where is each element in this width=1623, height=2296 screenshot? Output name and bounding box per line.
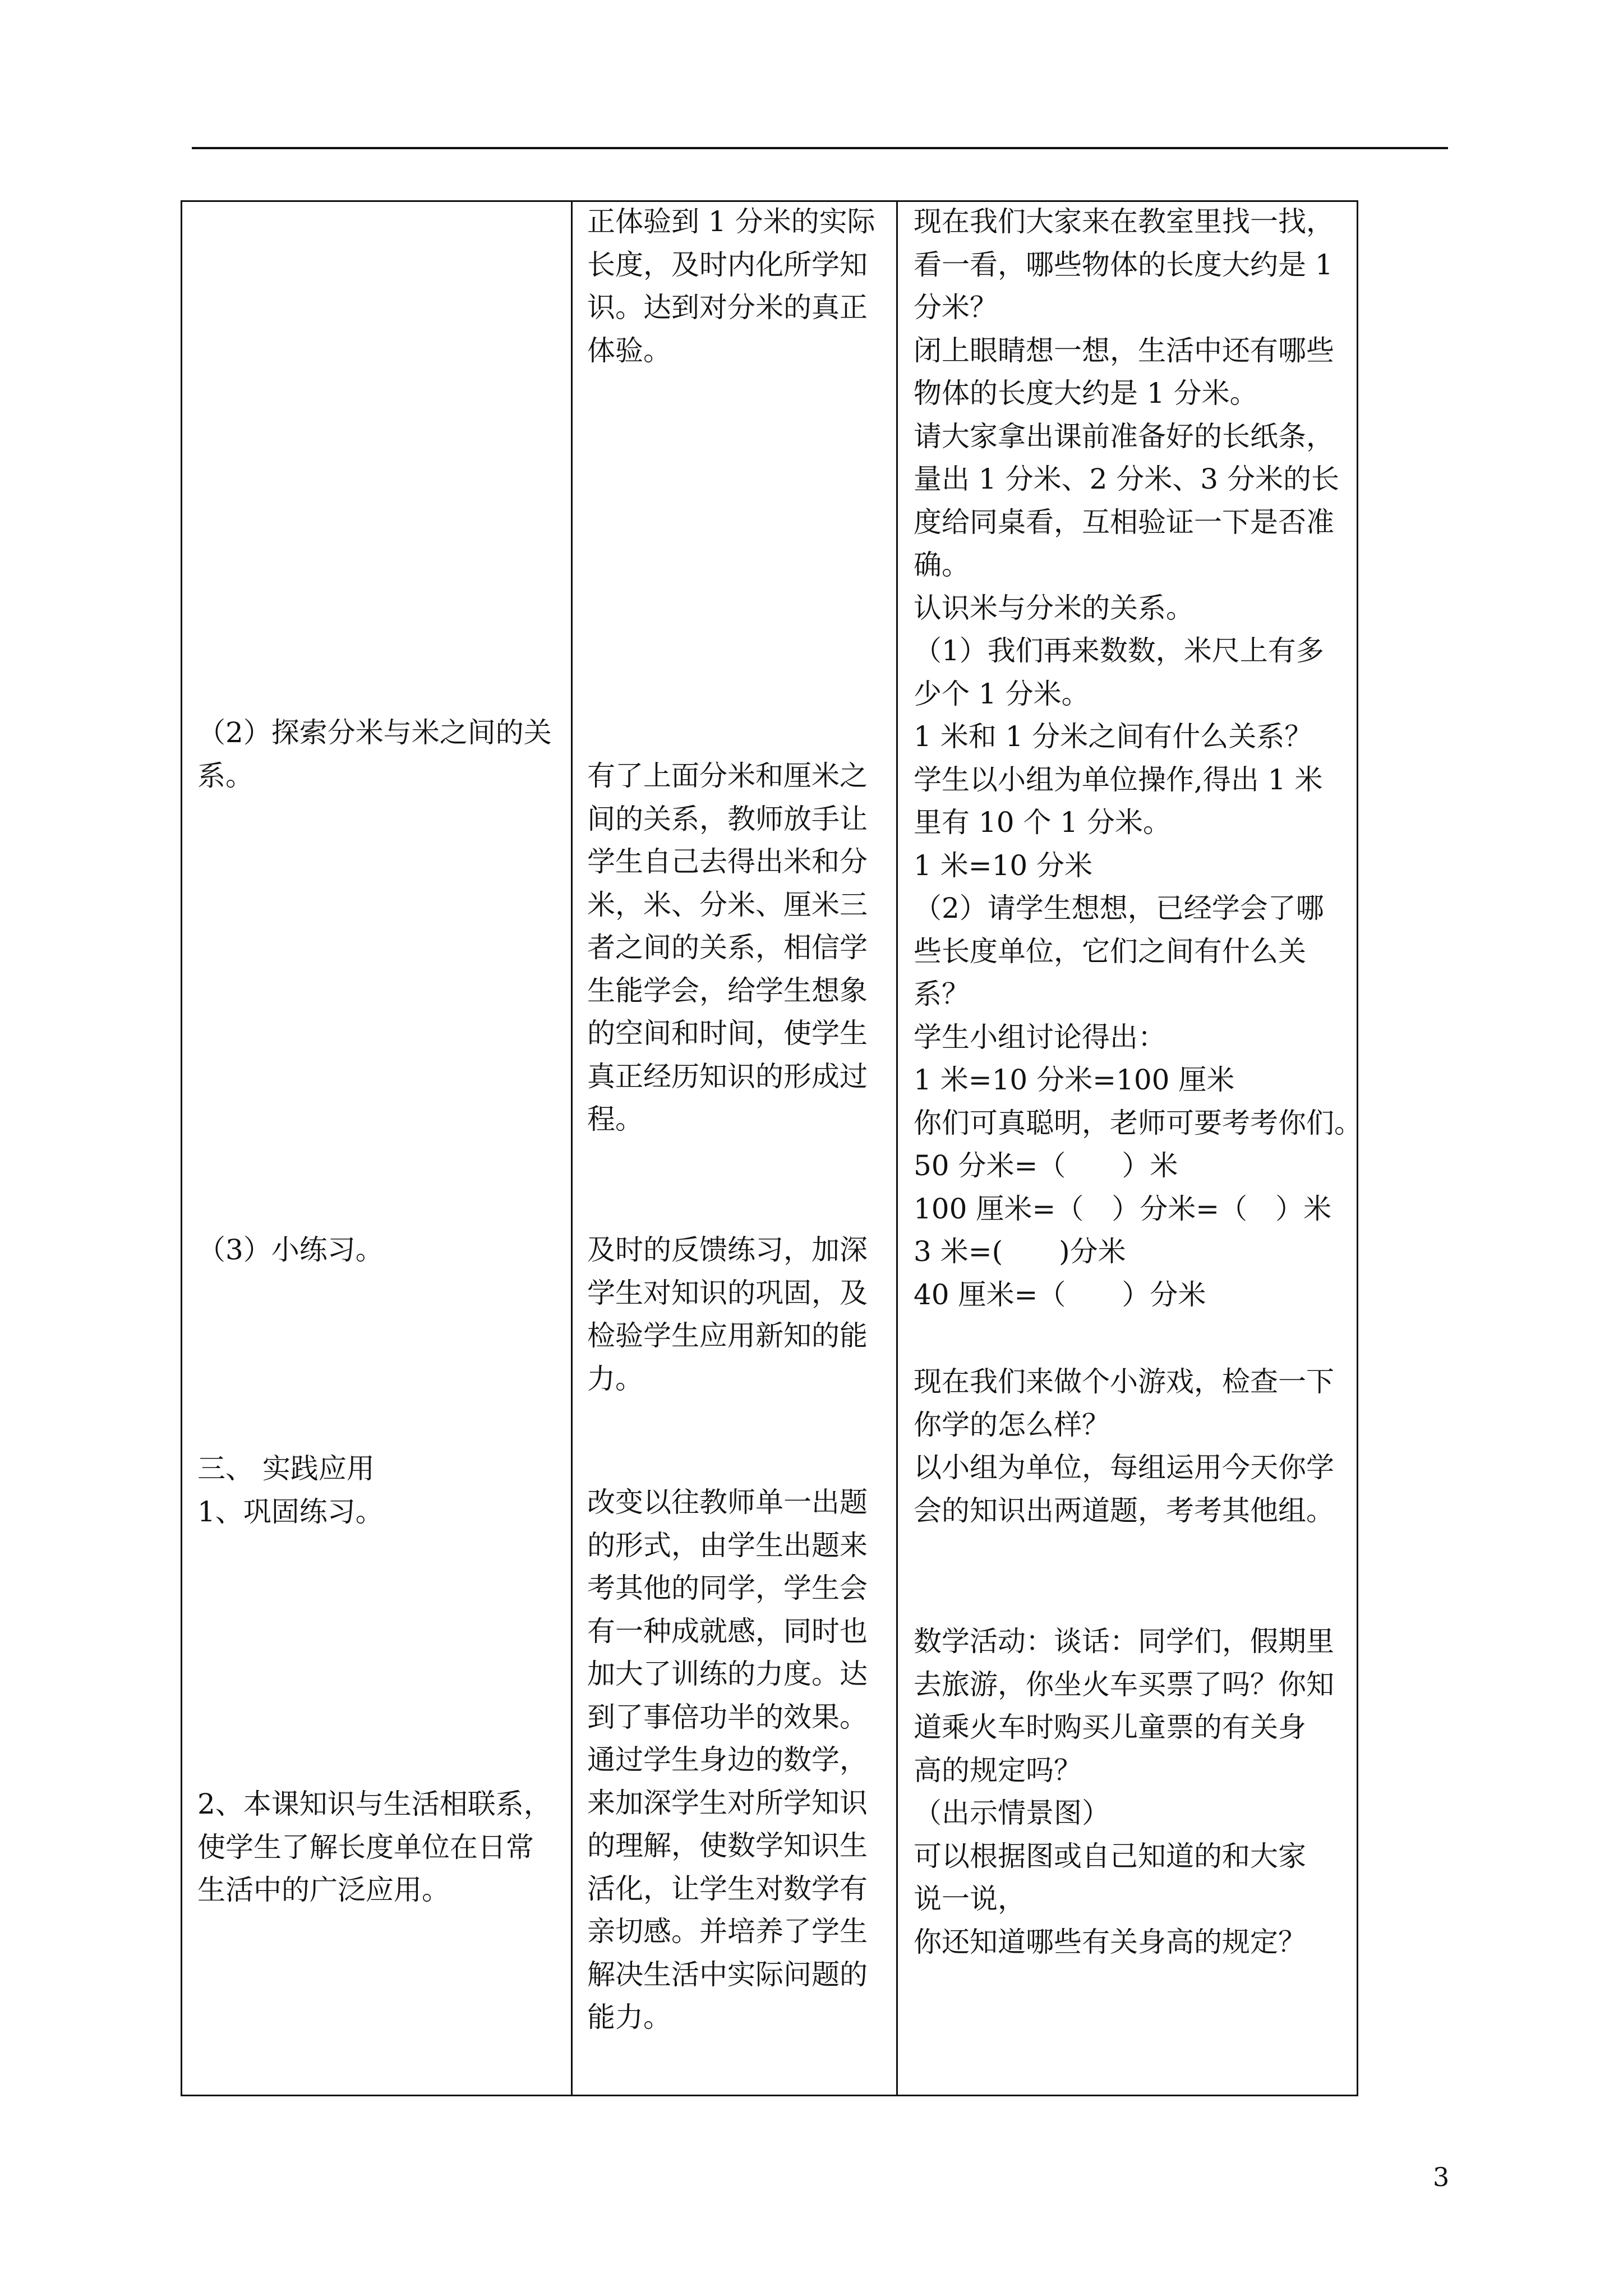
text-line: 识。达到对分米的真正 <box>587 291 868 324</box>
text-line: 100 厘米=（ ）分米=（ ）米 <box>914 1192 1332 1225</box>
text-line: 说一说， <box>914 1883 1026 1915</box>
col1-block-application <box>197 1447 384 1533</box>
text-line: 生能学会，给学生想象 <box>587 974 868 1007</box>
text-line: 亲切感。并培养了学生 <box>587 1915 868 1948</box>
col2-block-experience <box>587 200 875 372</box>
text-line: 有一种成就感，同时也 <box>587 1614 868 1648</box>
text-line: （1）我们再来数数，米尺上有多 <box>914 634 1324 667</box>
text-line: 现在我们大家来在教室里找一找， <box>914 205 1334 238</box>
col2-block-relation <box>587 754 868 1141</box>
text-line: 学生小组讨论得出： <box>914 1020 1166 1053</box>
text-line: 考其他的同学，学生会 <box>587 1572 868 1604</box>
text-line: 高的规定吗？ <box>914 1754 1082 1787</box>
col2-block-application <box>587 1481 868 2039</box>
text-line: 长度，及时内化所学知 <box>587 248 868 281</box>
col1-block-life <box>197 1783 552 1912</box>
text-line: 解决生活中实际问题的 <box>587 1958 868 1991</box>
col3-block-math-activity <box>914 1620 1334 1963</box>
text-line: 你学的怎么样？ <box>914 1408 1110 1441</box>
text-line: 1 米=10 分米=100 厘米 <box>914 1064 1235 1096</box>
text-line: （3）小练习。 <box>197 1234 384 1266</box>
text-line: 少个 1 分米。 <box>914 677 1090 710</box>
text-line: 生活中的广泛应用。 <box>197 1874 450 1906</box>
text-line: 正体验到 1 分米的实际 <box>587 205 875 238</box>
text-line: 的形式，由学生出题来 <box>587 1529 868 1562</box>
text-line: 来加深学生对所学知识 <box>587 1786 868 1819</box>
text-line: 会的知识出两道题，考考其他组。 <box>914 1494 1334 1527</box>
text-line: 度给同桌看，互相验证一下是否准 <box>914 505 1334 539</box>
text-line: 3 米=( )分米 <box>914 1235 1126 1268</box>
text-line: 分米？ <box>914 291 998 324</box>
text-line: 学生自己去得出米和分 <box>587 845 868 878</box>
text-line: 者之间的关系，相信学 <box>587 931 868 964</box>
text-line: 三、 实践应用 <box>197 1452 375 1485</box>
text-line: 2、本课知识与生活相联系， <box>197 1788 552 1820</box>
text-line: 物体的长度大约是 1 分米。 <box>914 377 1258 409</box>
header-rule <box>192 147 1448 149</box>
text-line: 间的关系，教师放手让 <box>587 802 868 835</box>
text-line: 确。 <box>914 549 970 581</box>
text-line: 去旅游，你坐火车买票了吗？你知 <box>914 1668 1334 1701</box>
text-line: 学生以小组为单位操作,得出 1 米 <box>914 763 1323 796</box>
text-line: 活化，让学生对数学有 <box>587 1872 868 1905</box>
text-line: 通过学生身边的数学， <box>587 1743 868 1776</box>
text-line: 米，米、分米、厘米三 <box>587 888 868 921</box>
text-line: 体验。 <box>587 334 671 367</box>
text-line: （2）探索分米与米之间的关 <box>197 716 552 749</box>
text-line: 检验学生应用新知的能 <box>587 1319 868 1352</box>
text-line: 以小组为单位，每组运用今天你学 <box>914 1451 1334 1484</box>
text-line: 40 厘米=（ ）分米 <box>914 1278 1206 1311</box>
text-line: 有了上面分米和厘米之 <box>587 760 868 792</box>
text-line: 1 米和 1 分米之间有什么关系？ <box>914 720 1313 753</box>
text-line: 到了事倍功半的效果。 <box>587 1700 868 1733</box>
text-line: 可以根据图或自己知道的和大家 <box>914 1839 1306 1872</box>
text-line: 1 米=10 分米 <box>914 849 1093 882</box>
text-line: 50 分米=（ ）米 <box>914 1149 1178 1182</box>
col2-block-feedback <box>587 1228 868 1400</box>
text-line: 学生对知识的巩固，及 <box>587 1276 868 1309</box>
col3-block-game <box>914 1360 1334 1532</box>
text-line: 看一看，哪些物体的长度大约是 1 <box>914 248 1333 281</box>
text-line: 真正经历知识的形成过 <box>587 1060 868 1093</box>
column-divider-1 <box>571 200 573 2096</box>
col1-block-relation <box>197 711 552 797</box>
text-line: （出示情景图） <box>914 1797 1110 1829</box>
text-line: 闭上眼睛想一想，生活中还有哪些 <box>914 334 1334 367</box>
col3-block-activities <box>914 200 1362 1316</box>
text-line: 及时的反馈练习，加深 <box>587 1234 868 1266</box>
text-line: 道乘火车时购买儿童票的有关身 <box>914 1711 1306 1743</box>
text-line: 里有 10 个 1 分米。 <box>914 806 1172 839</box>
text-line: 改变以往教师单一出题 <box>587 1486 868 1519</box>
text-line: 的理解，使数学知识生 <box>587 1829 868 1862</box>
text-line: （2）请学生想想，已经学会了哪 <box>914 892 1324 924</box>
column-divider-2 <box>896 200 898 2096</box>
text-line: 认识米与分米的关系。 <box>914 591 1194 624</box>
text-line: 些长度单位，它们之间有什么关 <box>914 935 1306 968</box>
col1-block-practice <box>197 1228 384 1272</box>
text-line: 量出 1 分米、2 分米、3 分米的长 <box>914 463 1340 495</box>
text-line: 程。 <box>587 1103 643 1135</box>
text-line: 你们可真聪明，老师可要考考你们。 <box>914 1106 1362 1139</box>
text-line: 数学活动：谈话：同学们，假期里 <box>914 1625 1334 1658</box>
text-line: 你还知道哪些有关身高的规定？ <box>914 1925 1306 1958</box>
text-line: 加大了训练的力度。达 <box>587 1658 868 1690</box>
text-line: 使学生了解长度单位在日常 <box>197 1830 534 1864</box>
text-line: 系？ <box>914 978 970 1010</box>
text-line: 能力。 <box>587 2001 671 2033</box>
text-line: 现在我们来做个小游戏，检查一下 <box>914 1365 1334 1398</box>
page-number: 3 <box>1433 2162 1450 2192</box>
text-line: 1、巩固练习。 <box>197 1495 384 1528</box>
text-line: 力。 <box>587 1362 643 1395</box>
text-line: 的空间和时间，使学生 <box>587 1017 868 1050</box>
text-line: 请大家拿出课前准备好的长纸条， <box>914 420 1334 453</box>
text-line: 系。 <box>197 759 253 792</box>
